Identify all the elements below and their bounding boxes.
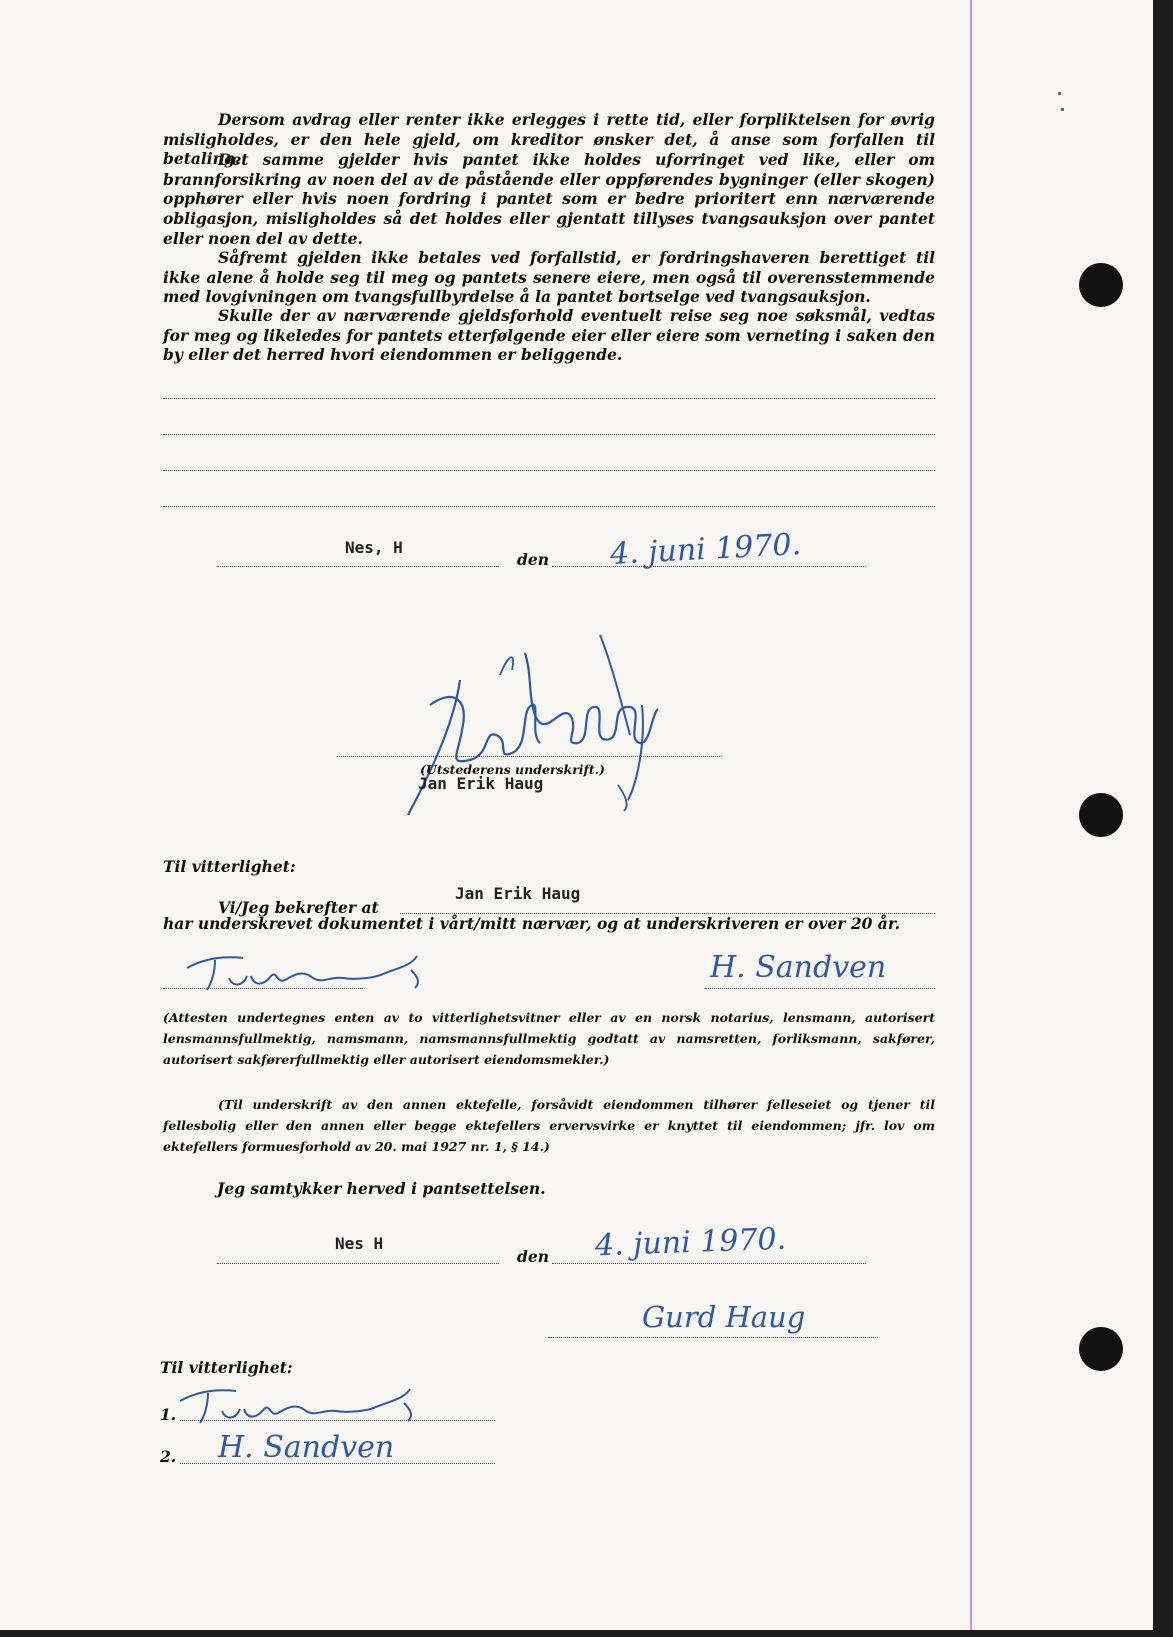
consent-text: Jeg samtykker herved i pantsettelsen. [217,1179,546,1198]
speck [1061,108,1064,111]
witness-2-2-line [180,1463,495,1464]
handwritten-date-1: 4. juni 1970. [609,527,802,572]
den-label-2: den [517,1247,549,1266]
witness-heading-2: Til vitterlighet: [160,1358,293,1377]
blank-line [163,434,935,435]
spouse-signature-line [548,1337,878,1338]
paragraph-enforcement: Såfremt gjelden ikke betales ved forfallstid, er fordringshaveren berettiget til ikke alene å holde seg til meg og pantets senere eiere, men også til overensstemmende med lovgivningen om tvangsfullbyrdelse å la pantet bortselge ved tvangsauksjon. [163,248,935,307]
issuer-typed-name: Jan Erik Haug [418,774,544,793]
witness-number-2: 2. [160,1447,177,1466]
signature-line-issuer [337,756,722,757]
blank-line [163,398,935,399]
witness-heading-1: Til vitterlighet: [163,857,296,876]
speck [1058,92,1061,95]
spouse-signature: Gurd Haug [642,1300,806,1334]
punch-hole [1079,263,1123,307]
place-line-1 [217,566,499,567]
witness-1-line [163,988,363,989]
paragraph-default: Dersom avdrag eller renter ikke erlegges i rette tid, eller forpliktelsen for øvrig misligholdes, er den hele gjeld, om kreditor ønsker det, å anse som forfallen til betaling. [163,110,935,169]
handwritten-date-2: 4. juni 1970. [594,1221,787,1264]
confirm-name: Jan Erik Haug [455,884,581,903]
witness-2-2-signature: H. Sandven [218,1430,395,1465]
witness-2-signature: H. Sandven [710,950,887,985]
paragraph-conditions: Det samme gjelder hvis pantet ikke holdes uforringet ved like, eller om brannforsikring av noen del av de påstående eller oppførendes bygninger (eller skogen) opphører eller hvis noen fordring i pantet som er bedre prioritert enn nærværende obligasjon, misligholdes så det holdes eller gjentatt tillyses tvangsauksjon over pantet eller noen del av dette. [163,150,935,248]
punch-hole [1079,1327,1123,1371]
confirm-line-2: har underskrevet dokumentet i vårt/mitt nærvær, og at underskriveren er over 20 år. [163,914,900,933]
place-line-2 [217,1263,499,1264]
margin-line [970,0,972,1630]
blank-line [163,470,935,471]
paragraph-venue: Skulle der av nærværende gjeldsforhold eventuelt reise seg noe søksmål, vedtas for meg og likeledes for pantets etterfølgende eier eller eiere som verneting i saken den by eller det herred hvori eiendommen er beliggende. [163,306,935,365]
spouse-note: (Til underskrift av den annen ektefelle, forsåvidt eiendommen tilhører felleseiet og tjener til fellesbolig eller den annen eller begge ektefellers ervervsvirke er knyttet til eiendommen; jfr. lov om ektefellers formuesforhold av 20. mai 1927 nr. 1, § 14.) [163,1097,935,1154]
place-2: Nes H [335,1234,384,1253]
witness-2-line [705,988,935,989]
issuer-signature-label: (Utstederens underskrift.) [420,762,605,777]
witness-2-1-line [180,1420,495,1421]
blank-line [163,506,935,507]
attest-note: (Attesten undertegnes enten av to vitterlighetsvitner eller av en norsk notarius, lensmann, autorisert lensmannsfullmektig, namsmann, namsmannsfullmektig godtatt av namsretten, forliksmann, sakfører, autorisert sakførerfullmektig eller autorisert eiendomsmekler.) [163,1010,935,1067]
place-1: Nes, H [345,538,403,557]
witness-number-1: 1. [160,1405,177,1424]
confirm-prefix: Vi/Jeg bekrefter at [218,898,379,917]
punch-hole [1079,793,1123,837]
den-label-1: den [517,550,549,569]
